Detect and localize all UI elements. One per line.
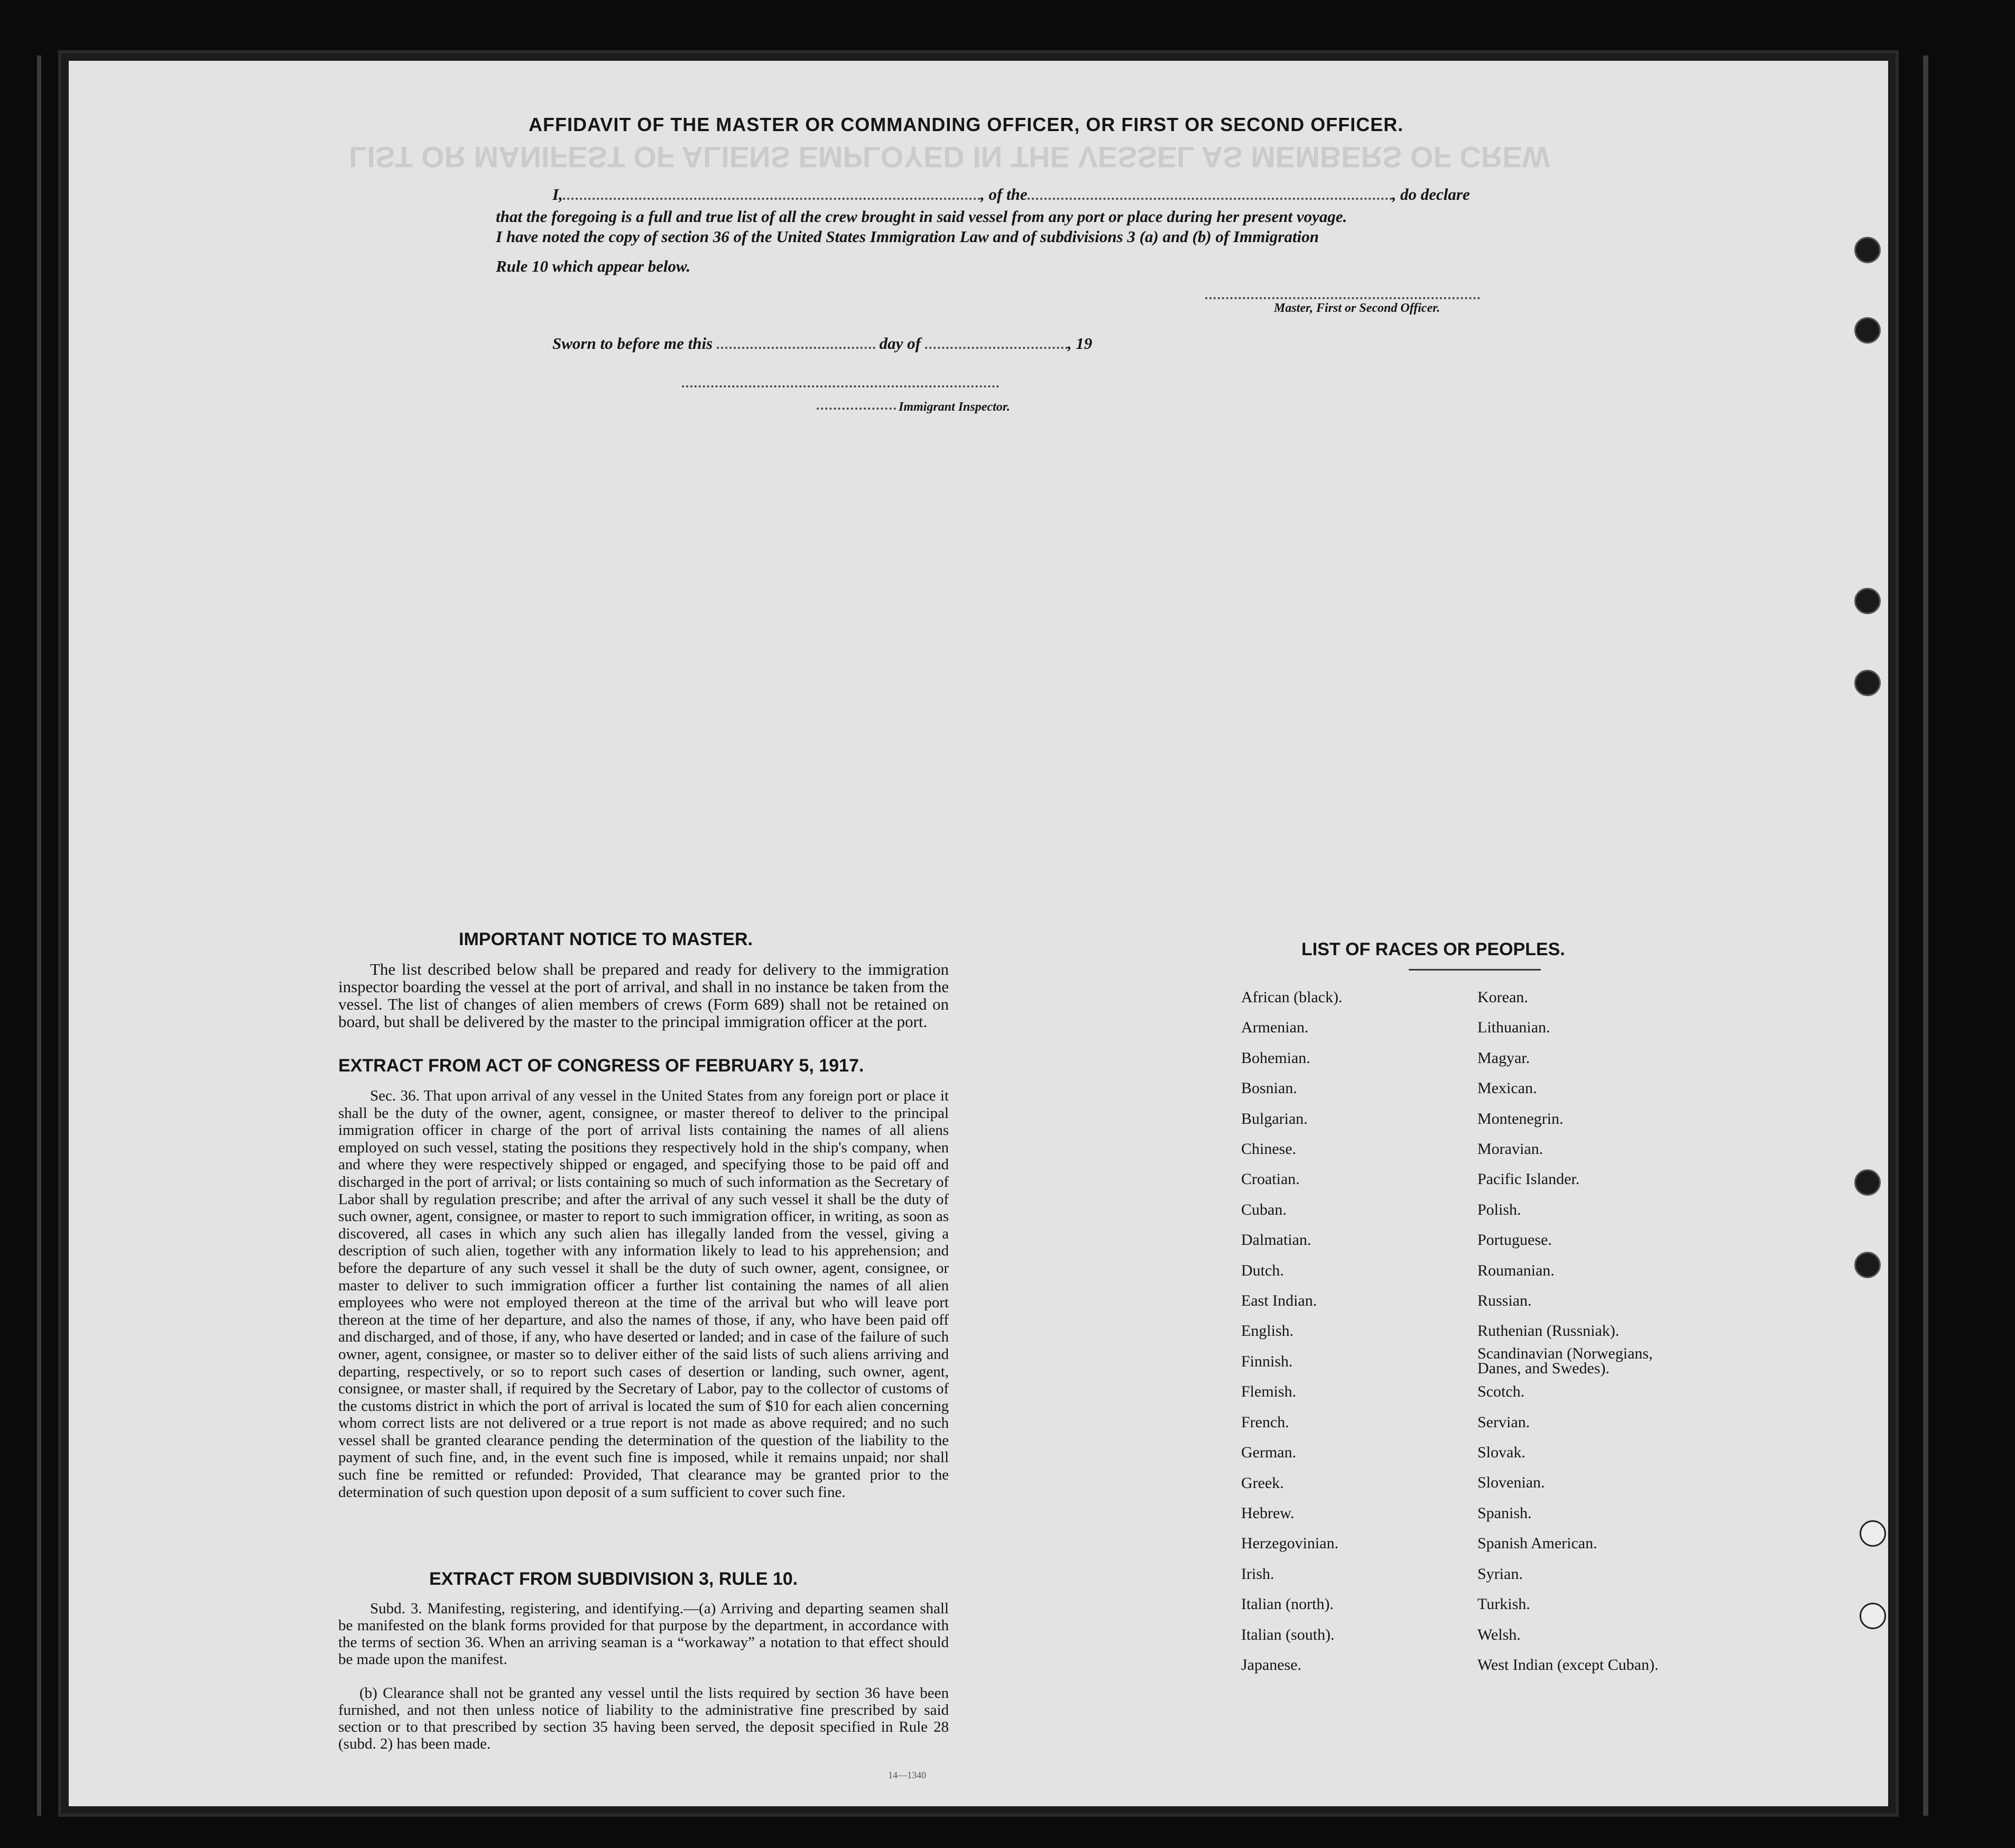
punch-hole <box>1860 1603 1886 1629</box>
race-item: Hebrew. <box>1241 1504 1295 1522</box>
race-item: Bohemian. <box>1241 1049 1310 1067</box>
race-item: Irish. <box>1241 1565 1274 1583</box>
race-item: Armenian. <box>1241 1019 1309 1037</box>
race-item: Mexican. <box>1477 1079 1537 1097</box>
year-label: , 19 <box>1067 334 1093 353</box>
affidavit-title: AFFIDAVIT OF THE MASTER OR COMMANDING OFFICER, OR FIRST OR SECOND OFFICER. <box>529 114 1404 135</box>
race-item: Servian. <box>1477 1413 1530 1431</box>
master-signature-label: Master, First or Second Officer. <box>1274 301 1440 315</box>
races-right-column <box>1477 982 1699 1680</box>
races-heading-rule <box>1409 969 1541 971</box>
inspector-signature-line <box>682 381 999 390</box>
race-item: Korean. <box>1477 988 1528 1006</box>
race-item: Ruthenian (Russniak). <box>1477 1322 1620 1340</box>
race-item: Italian (south). <box>1241 1625 1335 1643</box>
punch-hole <box>1854 317 1881 344</box>
race-item: Pacific Islander. <box>1477 1170 1580 1188</box>
punch-hole <box>1854 588 1881 614</box>
punch-hole <box>1854 1252 1881 1278</box>
race-item: Lithuanian. <box>1477 1019 1550 1037</box>
race-item: Magyar. <box>1477 1049 1530 1067</box>
race-item: Scandinavian (Norwegians, Danes, and Swedes). <box>1477 1344 1653 1377</box>
race-item: Slovenian. <box>1477 1474 1545 1492</box>
race-item: Spanish. <box>1477 1504 1532 1522</box>
race-item: Slovak. <box>1477 1444 1526 1462</box>
race-item: Japanese. <box>1241 1656 1302 1674</box>
notice-text: The list described below shall be prepared and ready for delivery to the immigration inspector boarding the vessel at the port of arrival, and shall in no instance be taken from the vessel. The list of changes of alien members of crews (Form 689) shall not be retained on board, but shall be delivered by the master to the principal immigration officer at the port. <box>338 960 949 1031</box>
month-blank <box>925 347 1068 349</box>
race-item: Chinese. <box>1241 1140 1297 1158</box>
race-item: Cuban. <box>1241 1200 1287 1218</box>
race-item: Syrian. <box>1477 1565 1523 1583</box>
day-blank <box>717 347 875 349</box>
race-item: Croatian. <box>1241 1170 1300 1188</box>
race-item: Turkish. <box>1477 1595 1530 1613</box>
rule-extract-heading: EXTRACT FROM SUBDIVISION 3, RULE 10. <box>429 1569 798 1589</box>
race-item: Greek. <box>1241 1474 1284 1492</box>
affidavit-declare-label: , do declare <box>1392 185 1470 204</box>
race-item: Roumanian. <box>1477 1261 1555 1279</box>
rule-extract-text-a: Subd. 3. Manifesting, registering, and identifying.—(a) Arriving and departing seamen shall be manifested on the blank forms provided for that purpose by the department, in accordance with the terms of section 36. When an arriving seaman is a “workaway” a notation to that effect should be made upon the manifest. <box>338 1600 949 1668</box>
race-item: Dalmatian. <box>1241 1231 1311 1249</box>
rule-extract-text-b: (b) Clearance shall not be granted any vessel until the lists required by section 36 have been furnished, and not then unless notice of liability to the administrative fine prescribed by said section or to that prescribed by section 35 having been served, the deposit specified in Rule 28 (subd. 2) has been made. <box>338 1685 949 1752</box>
race-item: Italian (north). <box>1241 1595 1334 1613</box>
race-item: Portuguese. <box>1477 1231 1552 1249</box>
race-item: West Indian (except Cuban). <box>1477 1656 1659 1674</box>
race-item: Bulgarian. <box>1241 1110 1308 1128</box>
race-item: African (black). <box>1241 988 1343 1006</box>
bleed-through-heading: LIST OR MANIFEST OF ALIENS EMPLOYED IN THE VESSEL AS MEMBERS OF CREW <box>349 141 1550 174</box>
race-item: Scotch. <box>1477 1383 1525 1401</box>
race-item: Montenegrin. <box>1477 1110 1564 1128</box>
punch-hole <box>1854 670 1881 696</box>
race-item: Dutch. <box>1241 1261 1284 1279</box>
sworn-label: Sworn to before me this <box>552 334 713 353</box>
master-signature-line <box>1205 292 1480 302</box>
punch-hole <box>1854 237 1881 263</box>
punch-hole <box>1860 1520 1886 1547</box>
race-item: Welsh. <box>1477 1625 1521 1643</box>
inspector-label: Immigrant Inspector. <box>899 400 1010 414</box>
punch-hole <box>1854 1169 1881 1196</box>
race-item: German. <box>1241 1444 1297 1462</box>
notice-heading: IMPORTANT NOTICE TO MASTER. <box>459 929 753 949</box>
race-item: Herzegovinian. <box>1241 1535 1339 1553</box>
act-extract-heading: EXTRACT FROM ACT OF CONGRESS OF FEBRUARY 5, 1917. <box>338 1056 864 1076</box>
vessel-blank <box>1028 198 1392 200</box>
race-item: Russian. <box>1477 1292 1532 1310</box>
affidavit-line2: that the foregoing is a full and true list of all the crew brought in said vessel from any port or place during her present voyage. <box>496 207 1347 226</box>
act-extract-text: Sec. 36. That upon arrival of any vessel in the United States from any foreign port or place it shall be the duty of the owner, agent, consignee, or master thereof to deliver to the principal immigration officer in charge of the port of arrival lists containing the names of all aliens employed on such vessel, stating the positions they respectively hold in the ship's company, when and where they were respectively shipped or engaged, and specifying those to be paid off and discharged in the port of arrival; or lists containing so much of such information as the Secretary of Labor shall by regulation prescribe; and after the arrival of any such vessel it shall be the duty of such owner, agent, consignee, or master to report to such immigration officer, in writing, as soon as discovered, all cases in which any such alien has illegally landed from the vessel, giving a description of such alien, together with any information likely to lead to his apprehension; and before the departure of any such vessel it shall be the duty of such owner, agent, consignee, or master to deliver to such immigration officer a further list containing the names of all alien employees who were not employed thereon at the time of the arrival but who will leave port thereon at the time of her departure, and also the names of those, if any, who have been paid off and discharged, and of those, if any, who have deserted or landed; and in case of the failure of such owner, agent, consignee, or master so to deliver either of the said lists of such aliens arriving and departing, respectively, or so to report such cases of desertion or landing, such owner, agent, consignee, or master shall, if required by the Secretary of Labor, pay to the collector of customs of the customs district in which the port of arrival is located the sum of $10 for each alien concerning whom correct lists are not delivered or a true report is not made as above required; and no such vessel shall be granted clearance pending the determination of the question of the liability to the payment of such fine, and, in the event such fine is imposed, while it remains unpaid; nor shall such fine be remitted or refunded: Provided, That clearance may be granted prior to the determination of such question upon deposit of a sum sufficient to cover such fine. <box>338 1087 949 1501</box>
race-item: Bosnian. <box>1241 1079 1297 1097</box>
race-item: Polish. <box>1477 1200 1521 1218</box>
day-of-label: day of <box>879 334 921 353</box>
race-item: Moravian. <box>1477 1140 1543 1158</box>
name-blank <box>563 198 981 200</box>
form-number: 14—1340 <box>888 1770 926 1780</box>
affidavit-i-label: I, <box>552 185 563 204</box>
affidavit-line4: Rule 10 which appear below. <box>496 257 691 275</box>
affidavit-line3: I have noted the copy of section 36 of the United States Immigration Law and of subdivisions 3 (a) and (b) of Immigration <box>496 227 1319 246</box>
races-left-column <box>1241 982 1343 1680</box>
race-item: French. <box>1241 1413 1289 1431</box>
affidavit-of-the-label: , of the <box>980 185 1028 204</box>
sworn-line <box>552 334 1092 353</box>
inspector-signature-line-2 <box>817 403 896 412</box>
race-item: Flemish. <box>1241 1383 1297 1401</box>
affidavit-line1 <box>552 185 1470 204</box>
race-item: Finnish. <box>1241 1352 1293 1370</box>
race-item: English. <box>1241 1322 1294 1340</box>
races-heading: LIST OF RACES OR PEOPLES. <box>1301 939 1565 959</box>
race-item: East Indian. <box>1241 1292 1317 1310</box>
race-item: Spanish American. <box>1477 1535 1597 1553</box>
